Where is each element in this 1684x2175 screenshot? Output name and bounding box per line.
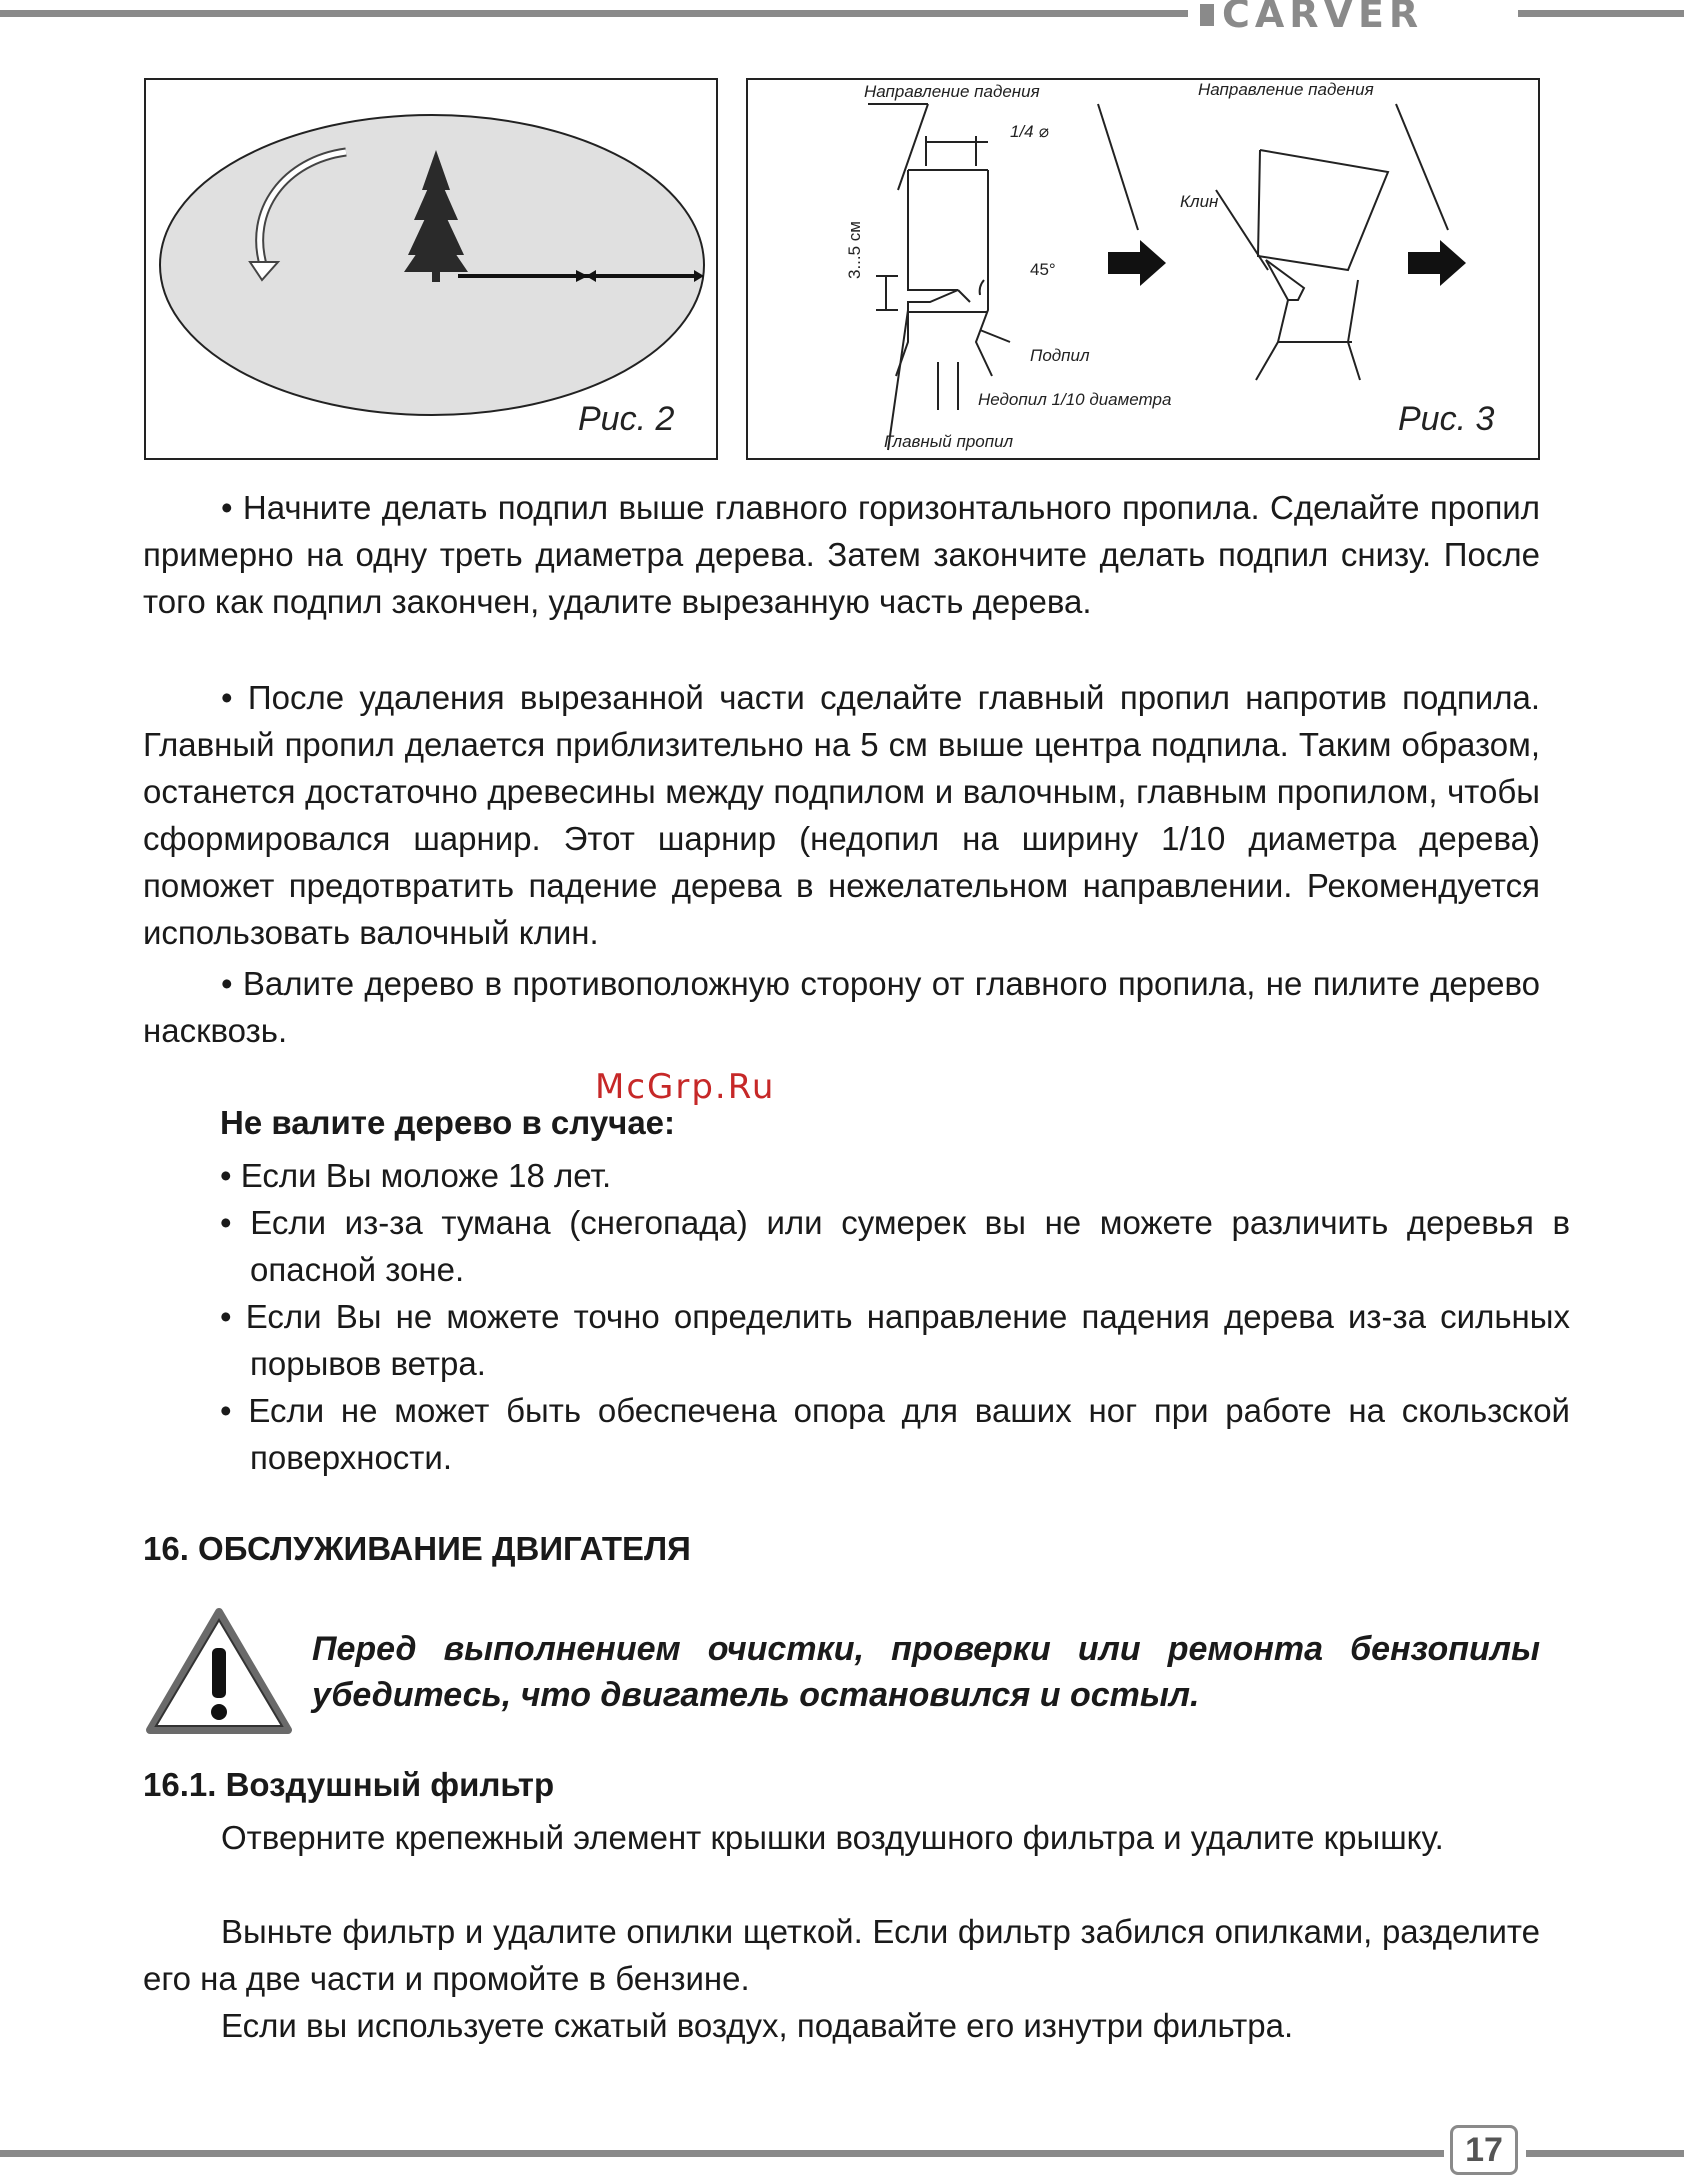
page-number: 17: [1450, 2125, 1518, 2175]
figure-3-caption: Рис. 3: [1398, 400, 1495, 438]
section-title: 16. ОБСЛУЖИВАНИЕ ДВИГАТЕЛЯ: [143, 1530, 691, 1567]
list-item: • Если не может быть обеспечена опора для ваших ног при работе на скользской поверхности.: [220, 1392, 1570, 1476]
warning-list-title: Не валите дерево в случае:: [220, 1104, 676, 1141]
label-angle: 45°: [1030, 260, 1056, 279]
paragraph-1: • Начните делать подпил выше главного горизонтального пропила. Сделайте пропил примерно на одну треть диаметра дерева. Затем закончите делать подпил снизу. После того как подпил закончен, удалите вырезанную часть дерева.: [143, 489, 1540, 620]
figure-2-caption: Рис. 2: [578, 400, 675, 438]
arrow-icon-2: [1408, 240, 1466, 286]
label-fall-direction-1: Направление падения: [864, 82, 1040, 101]
subsection-paragraph: Отверните крепежный элемент крышки воздушного фильтра и удалите крышку.: [221, 1819, 1444, 1856]
label-hinge: Недопил 1/10 диаметра: [978, 390, 1172, 409]
label-undercut: Подпил: [1030, 346, 1090, 365]
falling-tree-diagram: [1216, 104, 1448, 380]
brand-logo: CARVER: [1222, 0, 1424, 36]
list-item: • Если из-за тумана (снегопада) или сумерек вы не можете различить деревья в опасной зоне.: [220, 1204, 1570, 1288]
footer-rule-right: [1526, 2150, 1684, 2157]
label-main-cut: Главный пропил: [884, 432, 1014, 451]
brand-mark-icon: [1200, 4, 1214, 26]
paragraph-3: • Валите дерево в противоположную сторону от главного пропила, не пилите дерево насквозь.: [143, 965, 1540, 1049]
subsection-title: 16.1. Воздушный фильтр: [143, 1766, 555, 1803]
warning-triangle-icon: [144, 1606, 294, 1736]
label-fall-direction-2: Направление падения: [1198, 80, 1374, 99]
paragraph-2: • После удаления вырезанной части сделайте главный пропил напротив подпила. Главный пропил делается приблизительно на 5 см выше центра подпила. Таким образом, останется достаточно древесины между подпилом и валочным, главным пропилом, чтобы сформировался шарнир. Этот шарнир (недопил на ширину 1/10 диаметра дерева) поможет предотвратить падение дерева в нежелательном направлении. Рекомендуется использовать валочный клин.: [143, 679, 1540, 951]
list-item: • Если Вы моложе 18 лет.: [220, 1157, 612, 1194]
footer-rule-left: [0, 2150, 1444, 2157]
subsection-paragraph: Если вы используете сжатый воздух, подавайте его изнутри фильтра.: [221, 2007, 1294, 2044]
label-quarter-diameter: 1/4 ⌀: [1010, 122, 1049, 141]
label-wedge: Клин: [1180, 192, 1219, 211]
label-height-range: 3...5 см: [845, 221, 864, 279]
figure-2: [144, 78, 718, 460]
subsection-paragraph: Выньте фильтр и удалите опилки щеткой. Если фильтр забился опилками, разделите его на две части и промойте в бензине.: [143, 1913, 1540, 1997]
list-item: • Если Вы не можете точно определить направление падения дерева из-за сильных порывов ветра.: [220, 1298, 1570, 1382]
arrow-icon: [1108, 240, 1166, 286]
maintenance-warning: Перед выполнением очистки, проверки или ремонта бензопилы убедитесь, что двигатель остановился и остыл.: [312, 1630, 1540, 1714]
header-rule-right: [1518, 10, 1684, 17]
figure-3: [746, 78, 1540, 460]
header-rule-left: [0, 10, 1188, 17]
watermark: McGrp.Ru: [595, 1067, 776, 1107]
